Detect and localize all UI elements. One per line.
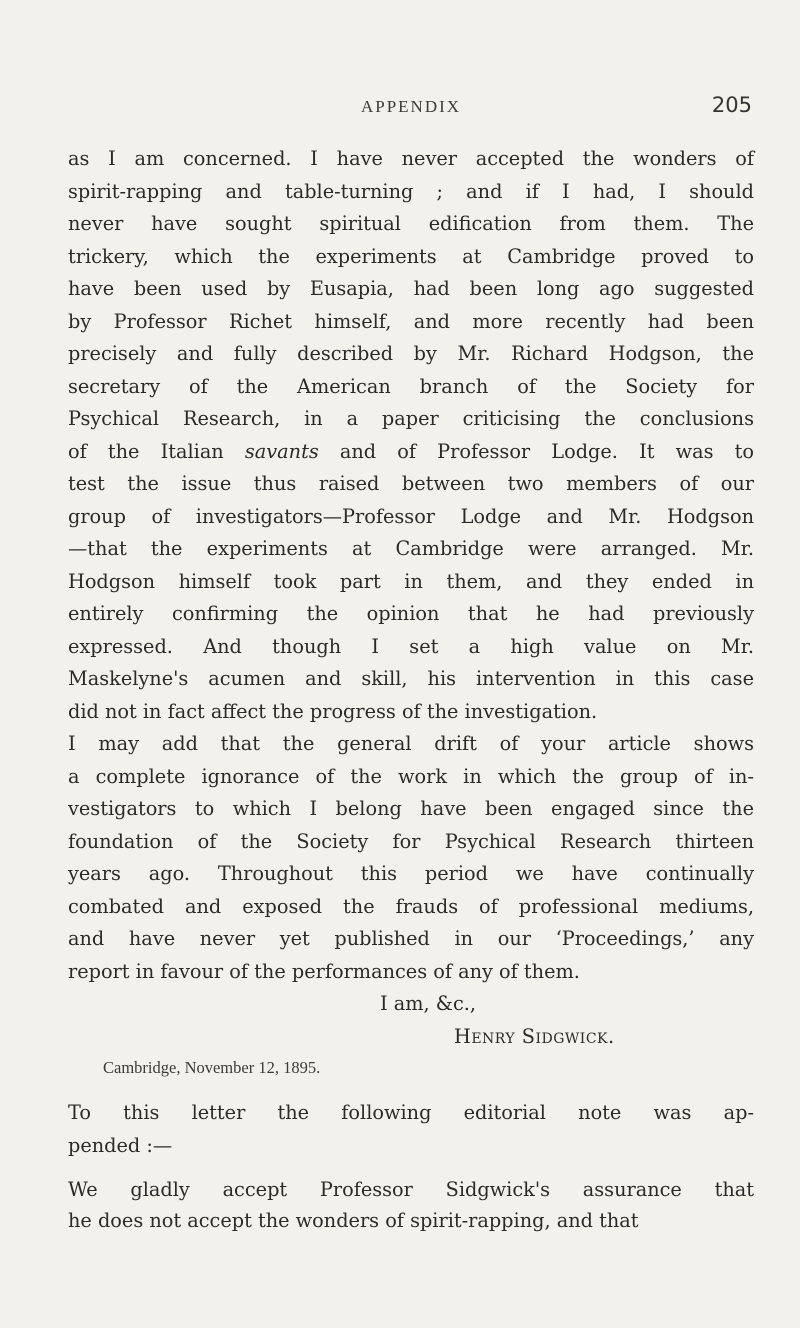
text-fragment: and of Professor Lodge. It was to xyxy=(318,439,754,463)
text-line: secretary of the American branch of the Society for xyxy=(68,374,754,398)
text-line-with-italic xyxy=(68,436,754,469)
text-line: expressed. And though I set a high value on Mr. xyxy=(68,634,754,658)
letter-signature: Henry Sidgwick. xyxy=(454,1024,615,1048)
text-line: Hodgson himself took part in them, and they ended in xyxy=(68,569,754,593)
text-line: —that the experiments at Cambridge were arranged. Mr. xyxy=(68,537,754,560)
text-line: spirit-rapping and table-turning ; and if I had, I should xyxy=(68,179,754,203)
text-line: report in favour of the performances of any of them. xyxy=(68,959,580,983)
italic-word: savants xyxy=(244,439,319,463)
text-line: I may add that the general drift of your article shows xyxy=(68,732,754,755)
letter-closing: I am, &c., xyxy=(380,992,477,1015)
text-line: years ago. Throughout this period we have continually xyxy=(68,862,754,885)
running-head: APPENDIX xyxy=(360,97,462,116)
text-line: precisely and fully described by Mr. Richard Hodgson, the xyxy=(68,342,754,365)
spacer xyxy=(68,1162,754,1174)
editorial-note-line: We gladly accept Professor Sidgwick's assurance that xyxy=(68,1178,754,1201)
text-line: have been used by Eusapia, had been long ago suggested xyxy=(68,277,754,300)
editorial-note-line: he does not accept the wonders of spirit-rapping, and that xyxy=(68,1209,639,1232)
page-header xyxy=(70,93,752,127)
text-line: and have never yet published in our ‘Proceedings,’ any xyxy=(68,927,754,950)
text-line: by Professor Richet himself, and more recently had been xyxy=(68,309,754,333)
text-line: as I am concerned. I have never accepted the wonders of xyxy=(68,147,754,170)
text-line: Psychical Research, in a paper criticising the conclusions xyxy=(68,407,754,430)
body-text xyxy=(68,143,754,1236)
text-line: vestigators to which I belong have been engaged since the xyxy=(68,797,754,820)
page-number: 205 xyxy=(711,93,752,117)
text-line: trickery, which the experiments at Cambridge proved to xyxy=(68,244,754,268)
text-line: pended :— xyxy=(68,1133,173,1157)
text-line: entirely confirming the opinion that he had previously xyxy=(68,602,754,625)
text-line: test the issue thus raised between two members of our xyxy=(68,472,754,495)
text-line: a complete ignorance of the work in which the group of in- xyxy=(68,764,754,788)
text-line: combated and exposed the frauds of professional mediums, xyxy=(68,894,754,918)
text-line: To this letter the following editorial note was ap- xyxy=(68,1101,754,1124)
text-fragment: of the Italian xyxy=(68,439,245,463)
text-line: did not in fact affect the progress of the investigation. xyxy=(68,699,598,723)
text-line: foundation of the Society for Psychical Research thirteen xyxy=(68,829,754,853)
text-line: group of investigators—Professor Lodge and Mr. Hodgson xyxy=(68,504,754,528)
letter-dateline: Cambridge, November 12, 1895. xyxy=(103,1058,321,1077)
text-line: never have sought spiritual edification from them. The xyxy=(68,212,754,235)
text-line: Maskelyne's acumen and skill, his intervention in this case xyxy=(68,667,754,690)
